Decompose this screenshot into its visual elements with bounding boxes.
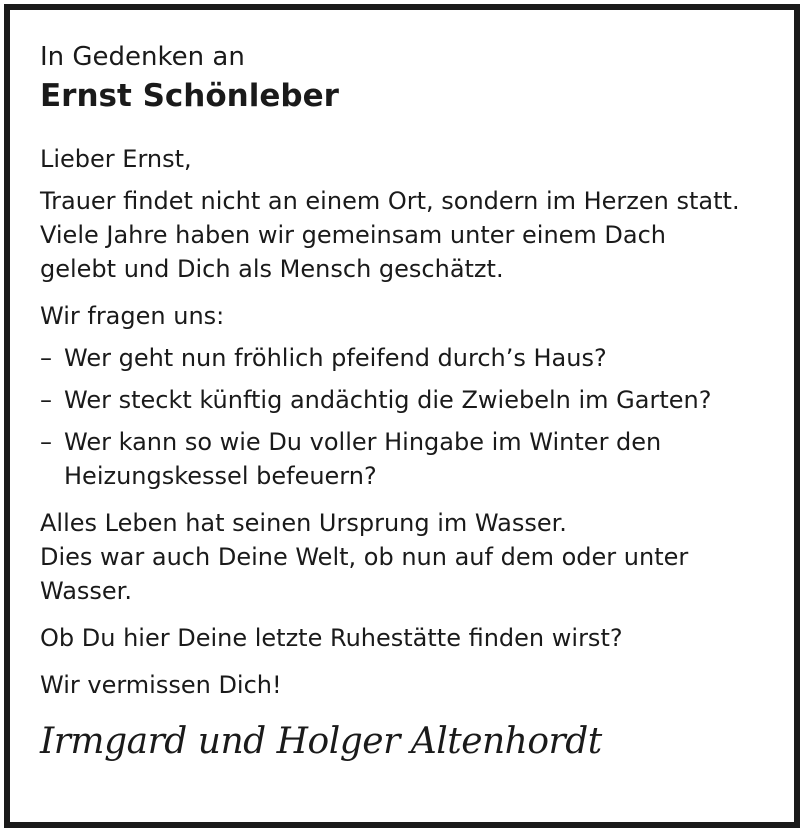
deceased-name: Ernst Schönleber — [40, 78, 339, 114]
question-text: Wer kann so wie Du voller Hingabe im Winter den Heizungskessel befeuern? — [64, 428, 662, 490]
signature: Irmgard und Holger Altenhordt — [40, 721, 602, 762]
dash: – — [40, 344, 52, 372]
obituary-frame — [4, 4, 800, 828]
question-text: Wer geht nun fröhlich pfeifend durch’s Haus? — [64, 344, 607, 372]
dash: – — [40, 428, 52, 456]
paragraph-water-line: Dies war auch Deine Welt, ob nun auf dem oder unter Wasser. — [40, 543, 689, 605]
paragraph-water — [40, 506, 790, 608]
closing-question: Ob Du hier Deine letzte Ruhestätte finden wirst? — [40, 624, 623, 652]
question-item — [40, 383, 790, 417]
dash: – — [40, 386, 52, 414]
paragraph-water-line: Alles Leben hat seinen Ursprung im Wasser. — [40, 509, 567, 537]
obituary-content — [40, 40, 790, 766]
question-item — [40, 425, 744, 493]
paragraph-grief-line: Trauer findet nicht an einem Ort, sondern im Herzen statt. — [40, 187, 740, 215]
closing-line: Wir vermissen Dich! — [40, 671, 282, 699]
paragraph-grief-line: Viele Jahre haben wir gemeinsam unter einem Dach — [40, 221, 667, 249]
paragraph-grief-line: gelebt und Dich als Mensch geschätzt. — [40, 255, 504, 283]
question-intro: Wir fragen uns: — [40, 302, 225, 330]
paragraph-grief — [40, 184, 790, 286]
question-text: Wer steckt künftig andächtig die Zwiebeln im Garten? — [64, 386, 712, 414]
intro-text: In Gedenken an — [40, 42, 245, 72]
question-item — [40, 341, 790, 375]
greeting: Lieber Ernst, — [40, 145, 192, 173]
